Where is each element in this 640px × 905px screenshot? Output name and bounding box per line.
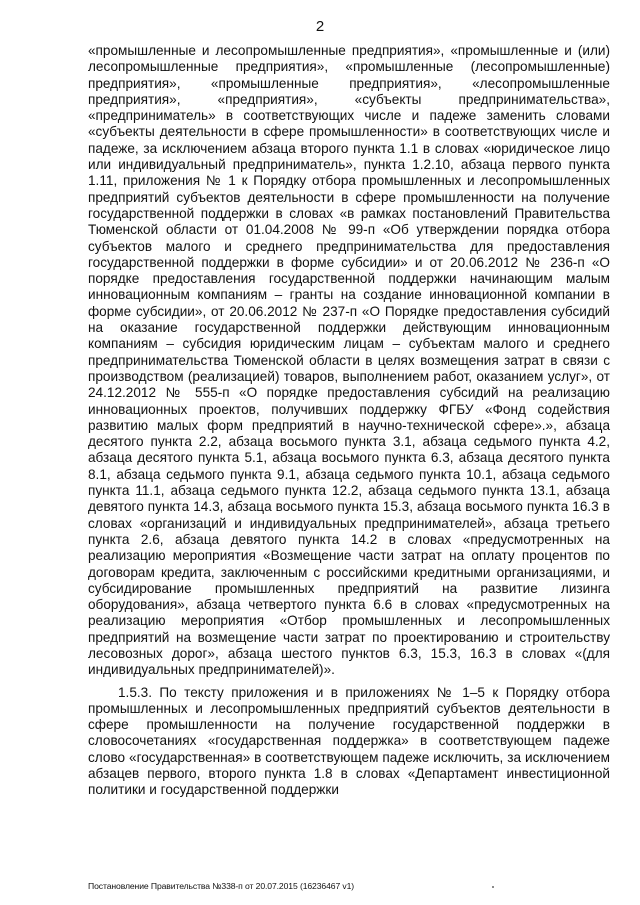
document-body: [88, 43, 610, 799]
scan-speck: [492, 886, 494, 888]
paragraph-amendment-list: «промышленные и лесопромышленные предприятия», «промышленные и (или) лесопромышленные предприятия», «промышленные (лесопромышленные) предприятия», «промышленные предприятия», «лесопромышленные предприятия», «предприятия», «субъекты предпринимательства», «предприниматель» в соответствующих числе и падеже заменить словами «субъекты деятельности в сфере промышленности» в соответствующих числе и падеже, за исключением абзаца второго пункта 1.1 в словах «юридическое лицо или индивидуальный предприниматель», пункта 1.2.10, абзаца первого пункта 1.11, приложения № 1 к Порядку отбора промышленных и лесопромышленных предприятий субъектов деятельности в сфере промышленности на получение государственной поддержки в словах «в рамках постановлений Правительства Тюменской области от 01.04.2008 № 99-п «Об утверждении порядка отбора субъектов малого и среднего предпринимательства для предоставления государственной поддержки в форме субсидии» и от 20.06.2012 № 236-п «О порядке предоставления государственной поддержки начинающим малым инновационным компаниям – гранты на создание инновационной компании в форме субсидии», от 20.06.2012 № 237-п «О Порядке предоставления субсидий на оказание государственной поддержки действующим инновационным компаниям – субсидия юридическим лицам – субъектам малого и среднего предпринимательства Тюменской области в целях возмещения затрат в связи с производством (реализацией) товаров, выполнением работ, оказанием услуг», от 24.12.2012 № 555-п «О порядке предоставления субсидий на реализацию инновационных проектов, получивших поддержку ФГБУ «Фонд содействия развитию малых форм предприятий в научно-технической сфере».», абзаца десятого пункта 2.2, абзаца восьмого пункта 3.1, абзаца седьмого пункта 4.2, абзаца десятого пункта 5.1, абзаца восьмого пункта 6.3, абзаца десятого пункта 8.1, абзаца седьмого пункта 9.1, абзаца седьмого пункта 10.1, абзаца седьмого пункта 11.1, абзаца седьмого пункта 12.2, абзаца седьмого пункта 13.1, абзаца девятого пункта 14.3, абзаца восьмого пункта 15.3, абзаца восьмого пункта 16.3 в словах «организаций и индивидуальных предпринимателей», абзаца третьего пункта 2.6, абзаца девятого пункта 14.2 в словах «предусмотренных на реализацию мероприятия «Возмещение части затрат на оплату процентов по договорам кредита, заключенным с российскими кредитными организациями, и субсидирование промышленных предприятий на развитие лизинга оборудования», абзаца четвертого пункта 6.6 в словах «предусмотренных на реализацию мероприятия «Отбор промышленных и лесопромышленных предприятий на возмещение части затрат по проектированию и строительству лесовозных дорог», абзаца шестого пунктов 6.3, 15.3, 16.3 в словах «(для индивидуальных предпринимателей)».: [88, 43, 610, 678]
page-number: 2: [315, 18, 325, 35]
document-footer: Постановление Правительства №338-п от 20.07.2015 (16236467 v1): [88, 881, 355, 891]
paragraph-1-5-3: 1.5.3. По тексту приложения и в приложениях № 1–5 к Порядку отбора промышленных и лесопромышленных предприятий субъектов деятельности в сфере промышленности на получение государственной поддержки в словосочетаниях «государственная поддержка» в соответствующем падеже слово «государственная» в соответствующем падеже исключить, за исключением абзацев первого, второго пункта 1.8 в словах «Департамент инвестиционной политики и государственной поддержки: [88, 684, 610, 798]
